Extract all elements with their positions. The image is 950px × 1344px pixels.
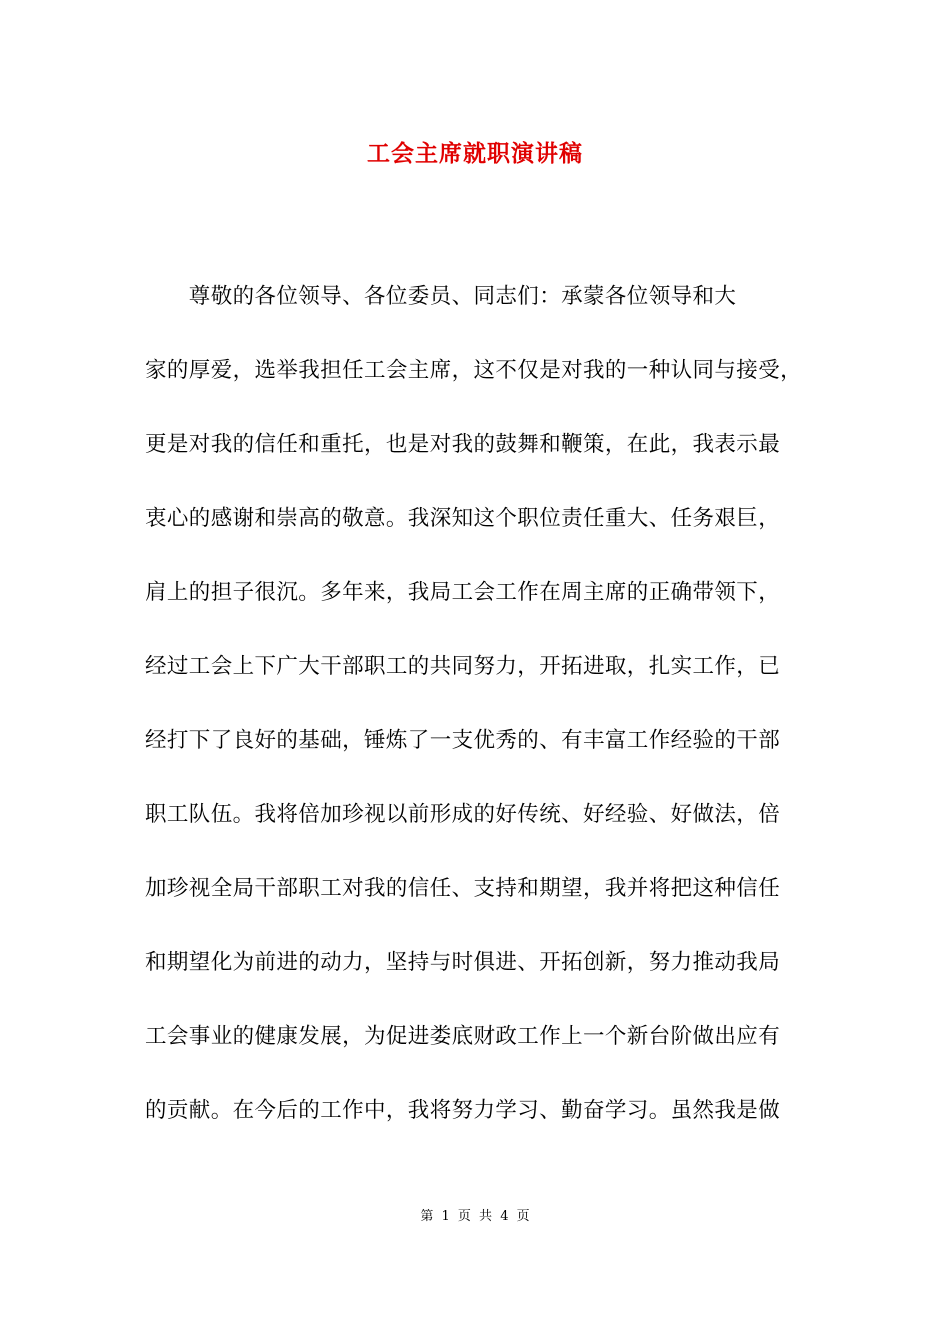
paragraph-line: 职工队伍。我将倍加珍视以前形成的好传统、好经验、好做法，倍	[145, 802, 781, 827]
paragraph-line: 加珍视全局干部职工对我的信任、支持和期望，我并将把这种信任	[145, 876, 781, 901]
paragraph-line: 肩上的担子很沉。多年来，我局工会工作在周主席的正确带领下，	[145, 580, 781, 605]
paragraph-line: 经打下了良好的基础，锤炼了一支优秀的、有丰富工作经验的干部	[145, 728, 781, 753]
document-title: 工会主席就职演讲稿	[367, 140, 583, 167]
paragraph-line: 工会事业的健康发展，为促进娄底财政工作上一个新台阶做出应有	[145, 1024, 781, 1049]
paragraph-line: 家的厚爱，选举我担任工会主席，这不仅是对我的一种认同与接受，	[145, 358, 803, 383]
paragraph-line: 的贡献。在今后的工作中，我将努力学习、勤奋学习。虽然我是做	[145, 1098, 781, 1123]
paragraph-line: 更是对我的信任和重托，也是对我的鼓舞和鞭策，在此，我表示最	[145, 432, 781, 457]
paragraph-line: 衷心的感谢和崇高的敬意。我深知这个职位责任重大、任务艰巨，	[145, 506, 781, 531]
page-number-footer: 第 1 页 共 4 页	[420, 1209, 530, 1224]
paragraph-line: 经过工会上下广大干部职工的共同努力，开拓进取，扎实工作，已	[145, 654, 781, 679]
paragraph-line: 和期望化为前进的动力，坚持与时俱进、开拓创新，努力推动我局	[145, 950, 781, 975]
paragraph-line: 尊敬的各位领导、各位委员、同志们：承蒙各位领导和大	[145, 284, 737, 309]
